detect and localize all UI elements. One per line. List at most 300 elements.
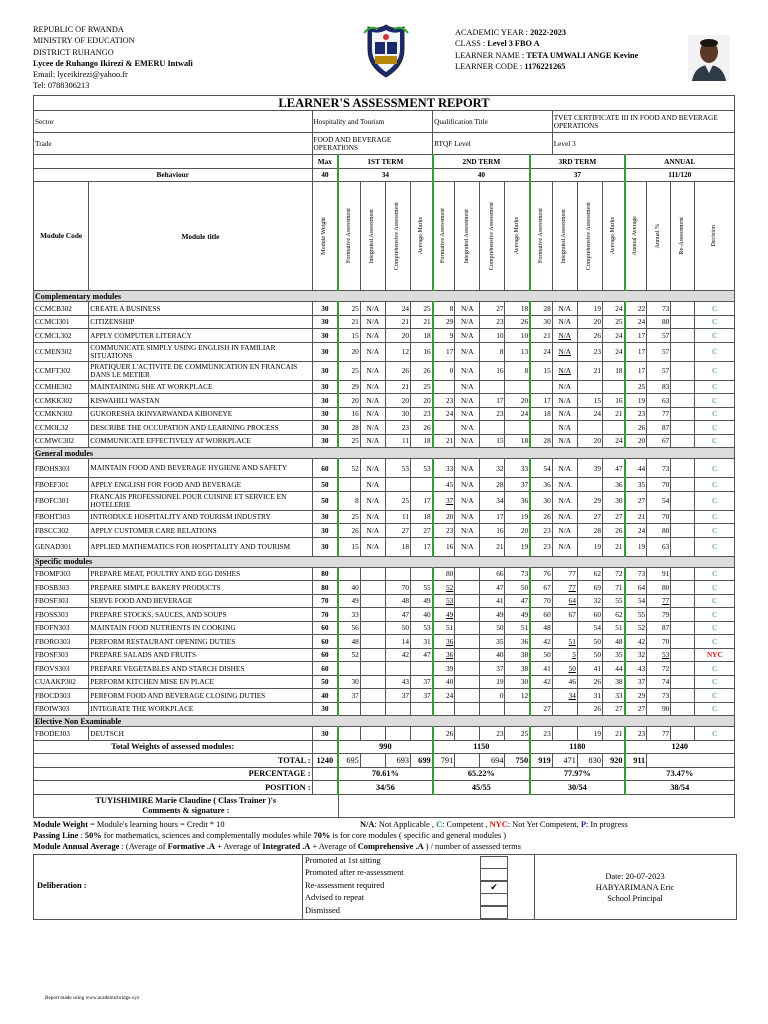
cell: 25 bbox=[338, 434, 360, 448]
legend-line: Module Weight = Module's learning hours = Credit * 10 N/A: Not Applicable , C: Competent , NYC: Not Yet Competent, P: In progress bbox=[33, 819, 628, 829]
signature-date: Date: 20-07-2023 bbox=[605, 871, 665, 881]
cell bbox=[671, 608, 695, 622]
cell: 50 bbox=[530, 648, 552, 662]
cell: 52 bbox=[338, 648, 360, 662]
cell bbox=[455, 608, 480, 622]
cell: 26 bbox=[385, 361, 410, 380]
school-info-line: Email: lyceikirezi@yahoo.fr bbox=[33, 70, 128, 80]
cell bbox=[360, 608, 385, 622]
cell: 18 bbox=[411, 434, 433, 448]
cell: 27 bbox=[602, 702, 624, 716]
legend-line: Module Annual Average : (Average of Formative .A + Average of Integrated .A + Average of Comprehensive .A ) / number of assessed terms bbox=[33, 841, 521, 851]
deliberation-label: Deliberation : bbox=[37, 880, 87, 890]
cell: 55 bbox=[411, 581, 433, 595]
cell: 16 bbox=[602, 394, 624, 408]
cell: 20 bbox=[505, 394, 530, 408]
cell bbox=[671, 315, 695, 329]
cell: 17 bbox=[625, 342, 647, 361]
cell: 21 bbox=[480, 537, 505, 556]
cell bbox=[360, 648, 385, 662]
behaviour-term1: 34 bbox=[338, 168, 432, 182]
cell: N/A bbox=[360, 434, 385, 448]
column-header: Formative Assessment bbox=[338, 182, 360, 291]
cell bbox=[671, 329, 695, 343]
cell: C bbox=[695, 621, 735, 635]
cell: 57 bbox=[647, 342, 671, 361]
module-code: CCMEN302 bbox=[34, 342, 89, 361]
cell: 20 bbox=[505, 524, 530, 538]
table-row bbox=[34, 361, 735, 380]
column-header: Comprehensive Assessment bbox=[385, 182, 410, 291]
cell: 17 bbox=[625, 361, 647, 380]
cell: N/A bbox=[455, 302, 480, 316]
school-info-line: DISTRICT RUHANGO bbox=[33, 47, 114, 57]
total-cell: 911 bbox=[625, 754, 647, 768]
total-cell: 1240 bbox=[312, 754, 338, 768]
cell: N/A bbox=[455, 394, 480, 408]
cell: N/A bbox=[552, 342, 577, 361]
cell: 30 bbox=[530, 491, 552, 510]
cell bbox=[530, 421, 552, 435]
cell bbox=[671, 524, 695, 538]
cell: 64 bbox=[552, 594, 577, 608]
cell: 17 bbox=[433, 342, 455, 361]
cell bbox=[671, 510, 695, 524]
cell: 23 bbox=[625, 407, 647, 421]
cell: 20 bbox=[411, 394, 433, 408]
cell: 72 bbox=[647, 662, 671, 676]
module-code: GENAD301 bbox=[34, 537, 89, 556]
cell: 47 bbox=[505, 594, 530, 608]
cell: 51 bbox=[505, 621, 530, 635]
module-code: CCMOL32 bbox=[34, 421, 89, 435]
module-code: CCMCL302 bbox=[34, 329, 89, 343]
cell: 11 bbox=[385, 434, 410, 448]
cell: 30 bbox=[312, 361, 338, 380]
column-header: Comprehensive Assessment bbox=[577, 182, 602, 291]
cell: 53 bbox=[433, 594, 455, 608]
cell: 83 bbox=[647, 380, 671, 394]
module-code: FBOFN303 bbox=[34, 621, 89, 635]
module-code: FBOCD303 bbox=[34, 689, 89, 703]
module-title: MAINTAIN FOOD NUTRIENTS IN COOKING bbox=[89, 621, 312, 635]
table-row bbox=[34, 621, 735, 635]
cell: 27 bbox=[625, 491, 647, 510]
cell: 28 bbox=[530, 434, 552, 448]
column-header: Comprehensive Assessment bbox=[480, 182, 505, 291]
cell bbox=[505, 702, 530, 716]
cell: 70 bbox=[530, 594, 552, 608]
cell bbox=[411, 478, 433, 492]
cell: 19 bbox=[625, 394, 647, 408]
cell: 25 bbox=[602, 315, 624, 329]
cell: 50 bbox=[577, 635, 602, 649]
cell: 40 bbox=[338, 581, 360, 595]
cell: 23 bbox=[530, 727, 552, 741]
cell: 0 bbox=[433, 361, 455, 380]
cell: 29 bbox=[433, 315, 455, 329]
module-title: PERFORM KITCHEN MISE EN PLACE bbox=[89, 675, 312, 689]
cell: 25 bbox=[338, 510, 360, 524]
cell: 25 bbox=[338, 302, 360, 316]
cell: N/A bbox=[552, 478, 577, 492]
cell: 72 bbox=[602, 567, 624, 581]
cell: 36 bbox=[433, 648, 455, 662]
cell: 23 bbox=[385, 421, 410, 435]
cell: 17 bbox=[625, 329, 647, 343]
cell: 16 bbox=[480, 524, 505, 538]
cell: 19 bbox=[577, 727, 602, 741]
module-title: APPLIED MATHEMATICS FOR HOSPITALITY AND TOURISM bbox=[89, 537, 312, 556]
cell bbox=[360, 662, 385, 676]
cell: 28 bbox=[338, 421, 360, 435]
cell: 77 bbox=[552, 567, 577, 581]
cell: 30 bbox=[505, 675, 530, 689]
table-row bbox=[34, 648, 735, 662]
column-header: Formative Assessment bbox=[530, 182, 552, 291]
cell bbox=[530, 380, 552, 394]
cell: 18 bbox=[505, 302, 530, 316]
cell: 63 bbox=[647, 394, 671, 408]
cell: 26 bbox=[577, 675, 602, 689]
deliberation-checkbox[interactable] bbox=[480, 856, 508, 869]
cell: 42 bbox=[530, 635, 552, 649]
cell: 36 bbox=[433, 635, 455, 649]
cell bbox=[602, 380, 624, 394]
cell: 30 bbox=[312, 510, 338, 524]
cell: N/A bbox=[455, 315, 480, 329]
position-term3: 30/54 bbox=[530, 781, 624, 795]
cell: 8 bbox=[480, 342, 505, 361]
cell: 27 bbox=[602, 510, 624, 524]
cell: C bbox=[695, 727, 735, 741]
cell: N/A bbox=[455, 524, 480, 538]
module-title: COMMUNICATE EFFECTIVELY AT WORKPLACE bbox=[89, 434, 312, 448]
cell bbox=[385, 702, 410, 716]
total-cell: 699 bbox=[411, 754, 433, 768]
cell: 67 bbox=[647, 434, 671, 448]
cell: 50 bbox=[312, 491, 338, 510]
section-header: Complementary modules bbox=[34, 291, 735, 302]
table-row bbox=[34, 510, 735, 524]
cell: 80 bbox=[647, 315, 671, 329]
cell: N/A bbox=[552, 459, 577, 478]
table-row bbox=[34, 407, 735, 421]
total-cell: 694 bbox=[480, 754, 505, 768]
module-title: PREPARE SALADS AND FRUITS bbox=[89, 648, 312, 662]
cell: 24 bbox=[577, 407, 602, 421]
cell: N/A bbox=[360, 510, 385, 524]
column-header: Formative Assessment bbox=[433, 182, 455, 291]
module-title: MAINTAIN FOOD AND BEVERAGE HYGIENE AND SAFETY bbox=[89, 459, 312, 478]
cell: 29 bbox=[577, 491, 602, 510]
cell: 80 bbox=[312, 581, 338, 595]
table-row bbox=[34, 635, 735, 649]
legend-line: Passing Line : 50% for mathematics, sciences and complementally modules while 70% is for core modules ( specific and general modules ) bbox=[33, 830, 507, 840]
cell: 44 bbox=[625, 459, 647, 478]
deliberation-option: Dismissed bbox=[305, 905, 340, 915]
cell bbox=[455, 702, 480, 716]
column-header: Annual % bbox=[647, 182, 671, 291]
section-header: Elective Non Examinable bbox=[34, 716, 735, 727]
module-title: APPLY CUSTOMER CARE RELATIONS bbox=[89, 524, 312, 538]
cell: 30 bbox=[338, 675, 360, 689]
report-title: LEARNER'S ASSESSMENT REPORT bbox=[34, 96, 735, 111]
total-cell: 920 bbox=[602, 754, 624, 768]
cell: 0 bbox=[480, 689, 505, 703]
deliberation-checkbox[interactable]: ✔ bbox=[480, 881, 508, 894]
cell: 25 bbox=[625, 380, 647, 394]
cell: N/A bbox=[360, 524, 385, 538]
percentage-term2: 65.22% bbox=[433, 767, 530, 781]
cell: 37 bbox=[480, 662, 505, 676]
principal-title: School Principal bbox=[607, 893, 663, 903]
module-title: INTEGRATE THE WORKPLACE bbox=[89, 702, 312, 716]
cell: 13 bbox=[505, 342, 530, 361]
cell: 70 bbox=[647, 510, 671, 524]
cell bbox=[480, 421, 505, 435]
cell: 32 bbox=[577, 594, 602, 608]
cell: 48 bbox=[385, 594, 410, 608]
cell: 17 bbox=[411, 491, 433, 510]
cell bbox=[360, 635, 385, 649]
table-row bbox=[34, 537, 735, 556]
cell bbox=[385, 567, 410, 581]
cell: C bbox=[695, 459, 735, 478]
cell: 23 bbox=[480, 727, 505, 741]
cell: 41 bbox=[480, 594, 505, 608]
cell: 30 bbox=[312, 329, 338, 343]
trade-label: Trade bbox=[34, 133, 313, 155]
cell bbox=[360, 702, 385, 716]
column-header: Average Marks bbox=[411, 182, 433, 291]
cell: 14 bbox=[385, 635, 410, 649]
module-title: APPLY COMPUTER LITERACY bbox=[89, 329, 312, 343]
deliberation-checkbox[interactable] bbox=[480, 868, 508, 881]
cell bbox=[671, 689, 695, 703]
percentage-label: PERCENTAGE : bbox=[34, 767, 313, 781]
cell: 36 bbox=[602, 478, 624, 492]
principal-name: HABYARIMANA Eric bbox=[595, 882, 675, 892]
cell: 21 bbox=[602, 407, 624, 421]
cell: 33 bbox=[505, 459, 530, 478]
cell: N/A bbox=[552, 434, 577, 448]
total-weights-label: Total Weights of assessed modules: bbox=[34, 740, 313, 754]
cell: 30 bbox=[312, 727, 338, 741]
module-code: FBOSS303 bbox=[34, 608, 89, 622]
cell: 37 bbox=[385, 689, 410, 703]
cell: 49 bbox=[480, 608, 505, 622]
cell bbox=[455, 675, 480, 689]
cell: 20 bbox=[625, 434, 647, 448]
cell: 30 bbox=[530, 315, 552, 329]
module-title: DEUTSCH bbox=[89, 727, 312, 741]
cell bbox=[433, 421, 455, 435]
cell: 49 bbox=[411, 594, 433, 608]
percentage-annual: 73.47% bbox=[625, 767, 735, 781]
cell: 42 bbox=[625, 635, 647, 649]
cell: 36 bbox=[505, 635, 530, 649]
deliberation-checkbox[interactable] bbox=[480, 906, 508, 919]
cell: 15 bbox=[577, 394, 602, 408]
cell bbox=[577, 478, 602, 492]
cell: 21 bbox=[411, 315, 433, 329]
cell: 38 bbox=[505, 662, 530, 676]
cell: 48 bbox=[530, 621, 552, 635]
cell: 60 bbox=[312, 621, 338, 635]
cell: 37 bbox=[625, 675, 647, 689]
cell: 50 bbox=[312, 478, 338, 492]
total-cell: 830 bbox=[577, 754, 602, 768]
cell: 9 bbox=[433, 329, 455, 343]
cell: 73 bbox=[505, 567, 530, 581]
cell: 27 bbox=[385, 524, 410, 538]
cell: 18 bbox=[505, 434, 530, 448]
school-info bbox=[33, 24, 193, 92]
cell bbox=[360, 621, 385, 635]
cell: N/A bbox=[455, 537, 480, 556]
cell: 24 bbox=[625, 315, 647, 329]
cell bbox=[671, 648, 695, 662]
cell: 54 bbox=[577, 621, 602, 635]
annual-header: ANNUAL bbox=[625, 155, 735, 169]
module-title: DESCRIBE THE OCCUPATION AND LEARNING PROCESS bbox=[89, 421, 312, 435]
module-title: SERVE FOOD AND BEVERAGE bbox=[89, 594, 312, 608]
table-row bbox=[34, 421, 735, 435]
total-weight-term2: 1150 bbox=[433, 740, 530, 754]
rtqf-value: Level 3 bbox=[552, 133, 734, 155]
cell: 76 bbox=[530, 567, 552, 581]
cell: 53 bbox=[411, 621, 433, 635]
cell: N/A bbox=[552, 394, 577, 408]
cell: 43 bbox=[385, 675, 410, 689]
cell: N/A bbox=[360, 491, 385, 510]
module-code: FBOSF303 bbox=[34, 594, 89, 608]
cell: 30 bbox=[312, 315, 338, 329]
cell bbox=[360, 689, 385, 703]
position-label: POSITION : bbox=[34, 781, 313, 795]
module-title: INTRODUCE HOSPITALITY AND TOURISM INDUSTRY bbox=[89, 510, 312, 524]
cell: C bbox=[695, 342, 735, 361]
cell: 25 bbox=[385, 491, 410, 510]
cell: 37 bbox=[338, 689, 360, 703]
cell: 31 bbox=[577, 689, 602, 703]
module-code: FBOMP303 bbox=[34, 567, 89, 581]
cell bbox=[385, 662, 410, 676]
cell: 23 bbox=[530, 524, 552, 538]
cell bbox=[360, 581, 385, 595]
cell: 20 bbox=[385, 394, 410, 408]
cell: 20 bbox=[433, 510, 455, 524]
cell: 21 bbox=[385, 315, 410, 329]
cell bbox=[671, 491, 695, 510]
cell: C bbox=[695, 594, 735, 608]
cell: 12 bbox=[385, 342, 410, 361]
cell: 17 bbox=[411, 537, 433, 556]
cell: 77 bbox=[552, 581, 577, 595]
cell: N/A bbox=[552, 524, 577, 538]
term3-header: 3RD TERM bbox=[530, 155, 624, 169]
cell: 57 bbox=[647, 361, 671, 380]
cell: 27 bbox=[480, 302, 505, 316]
school-info-line: REPUBLIC OF RWANDA bbox=[33, 25, 124, 34]
total-weight-annual: 1240 bbox=[625, 740, 735, 754]
cell: 8 bbox=[433, 302, 455, 316]
cell bbox=[505, 380, 530, 394]
cell: 20 bbox=[338, 342, 360, 361]
cell: N/A bbox=[455, 407, 480, 421]
cell: C bbox=[695, 380, 735, 394]
cell: 17 bbox=[530, 394, 552, 408]
cell: N/A bbox=[455, 421, 480, 435]
cell: C bbox=[695, 361, 735, 380]
module-code: FBOSF303 bbox=[34, 648, 89, 662]
total-cell: 695 bbox=[338, 754, 360, 768]
cell: 28 bbox=[577, 524, 602, 538]
cell: 26 bbox=[505, 315, 530, 329]
cell bbox=[455, 727, 480, 741]
cell: 38 bbox=[602, 675, 624, 689]
module-code: FBOVS303 bbox=[34, 662, 89, 676]
cell: 10 bbox=[480, 329, 505, 343]
cell: 73 bbox=[647, 689, 671, 703]
trainer-comments[interactable] bbox=[338, 794, 734, 817]
cell: 19 bbox=[480, 675, 505, 689]
table-row bbox=[34, 702, 735, 716]
cell bbox=[671, 380, 695, 394]
cell: 60 bbox=[577, 608, 602, 622]
position-term2: 45/55 bbox=[433, 781, 530, 795]
cell: 35 bbox=[625, 478, 647, 492]
cell: 22 bbox=[625, 302, 647, 316]
cell: 57 bbox=[647, 329, 671, 343]
cell: N/A bbox=[360, 421, 385, 435]
cell: N/A bbox=[455, 342, 480, 361]
column-header: Re-Assessment bbox=[671, 182, 695, 291]
cell: 67 bbox=[552, 608, 577, 622]
cell: N/A bbox=[360, 537, 385, 556]
cell: 35 bbox=[480, 635, 505, 649]
module-title: PREPARE STOCKS, SAUCES, AND SOUPS bbox=[89, 608, 312, 622]
module-code: CCMCI301 bbox=[34, 315, 89, 329]
behaviour-term3: 37 bbox=[530, 168, 624, 182]
cell: 23 bbox=[480, 407, 505, 421]
cell: 5 bbox=[552, 648, 577, 662]
cell: 18 bbox=[411, 329, 433, 343]
module-title: APPLY ENGLISH FOR FOOD AND BEVERAGE bbox=[89, 478, 312, 492]
cell: 37 bbox=[433, 491, 455, 510]
cell: C bbox=[695, 662, 735, 676]
cell: N/A bbox=[360, 394, 385, 408]
cell: N/A bbox=[552, 421, 577, 435]
cell bbox=[385, 727, 410, 741]
cell bbox=[480, 702, 505, 716]
cell: N/A bbox=[360, 407, 385, 421]
module-code: CCMCB302 bbox=[34, 302, 89, 316]
cell: C bbox=[695, 581, 735, 595]
deliberation-option: Re-assessment required bbox=[305, 880, 385, 890]
cell bbox=[360, 675, 385, 689]
cell: 32 bbox=[625, 648, 647, 662]
cell: 25 bbox=[505, 727, 530, 741]
deliberation-checkbox[interactable] bbox=[480, 893, 508, 906]
cell bbox=[671, 675, 695, 689]
trainer-comments-label: TUYISHIMIRE Marie Claudine ( Class Trainer )'s Comments & signature : bbox=[34, 794, 339, 817]
table-row bbox=[34, 567, 735, 581]
cell: 21 bbox=[602, 537, 624, 556]
cell: 29 bbox=[625, 689, 647, 703]
cell: 87 bbox=[647, 621, 671, 635]
